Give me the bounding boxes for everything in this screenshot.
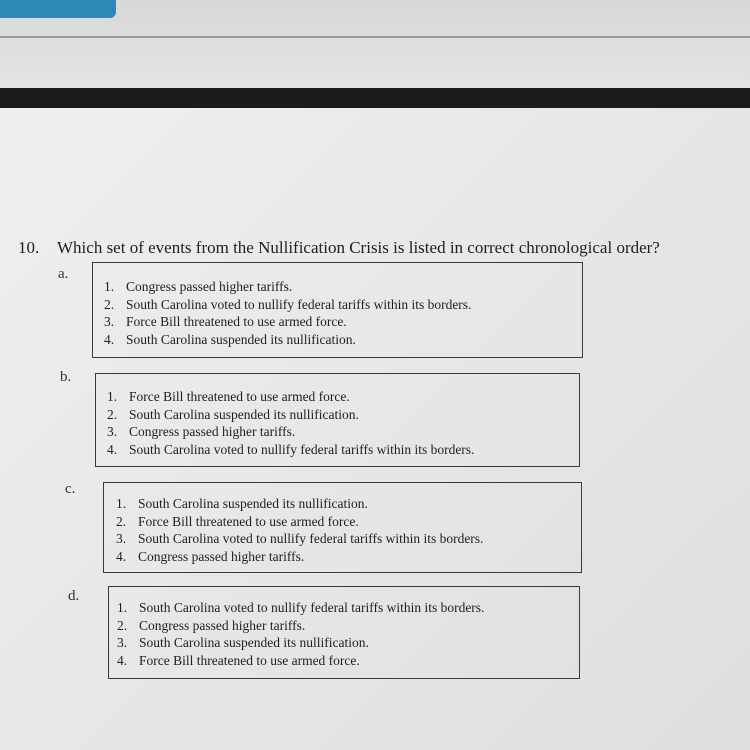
top-divider (0, 36, 750, 38)
option-d-box[interactable] (108, 586, 580, 679)
list-item (104, 296, 582, 314)
item-number: 4. (107, 441, 118, 457)
list-item (116, 513, 581, 531)
item-text: South Carolina voted to nullify federal tariffs within its borders. (126, 296, 472, 312)
item-text: Congress passed higher tariffs. (129, 424, 296, 439)
item-text: South Carolina suspended its nullification. (139, 635, 369, 650)
item-number: 2. (117, 617, 128, 633)
list-item (116, 548, 581, 566)
list-item (107, 423, 579, 441)
option-a-list (104, 278, 582, 348)
item-text: South Carolina voted to nullify federal tariffs within its borders. (138, 531, 484, 546)
list-item (104, 278, 582, 296)
item-number: 3. (104, 314, 115, 329)
list-item (116, 530, 581, 548)
list-item (104, 313, 582, 331)
item-number: 1. (116, 496, 127, 511)
item-number: 2. (107, 406, 118, 422)
option-d-list (117, 599, 579, 669)
item-text: Force Bill threatened to use armed force. (129, 389, 350, 404)
item-number: 2. (104, 296, 115, 312)
browser-top-region (0, 0, 750, 88)
item-number: 4. (117, 652, 128, 668)
option-c-list (116, 495, 581, 565)
question-text: Which set of events from the Nullification Crisis is listed in correct chronological order? (57, 238, 660, 257)
list-item (107, 441, 579, 459)
list-item (107, 406, 579, 424)
item-text: South Carolina voted to nullify federal tariffs within its borders. (129, 441, 475, 457)
option-b-list (107, 388, 579, 458)
question-number: 10. (18, 238, 40, 257)
item-text: Congress passed higher tariffs. (138, 548, 305, 564)
list-item (107, 388, 579, 406)
item-text: Force Bill threatened to use armed force. (126, 314, 347, 329)
item-text: Force Bill threatened to use armed force. (138, 513, 359, 529)
item-number: 3. (116, 531, 127, 546)
option-c-box[interactable] (103, 482, 582, 573)
item-number: 2. (116, 513, 127, 529)
list-item (117, 617, 579, 635)
option-b-box[interactable] (95, 373, 580, 467)
list-item (116, 495, 581, 513)
item-text: Congress passed higher tariffs. (126, 279, 293, 294)
list-item (117, 634, 579, 652)
option-b-letter: b. (60, 369, 72, 385)
item-number: 1. (104, 279, 115, 294)
item-text: South Carolina suspended its nullification. (129, 406, 359, 422)
item-number: 4. (104, 331, 115, 347)
item-number: 3. (107, 424, 118, 439)
list-item (104, 331, 582, 349)
option-c-letter: c. (65, 481, 76, 497)
item-text: South Carolina suspended its nullification. (126, 331, 356, 347)
blue-tab[interactable] (0, 0, 116, 18)
list-item (117, 652, 579, 670)
item-text: Congress passed higher tariffs. (139, 617, 306, 633)
item-number: 1. (107, 389, 118, 404)
item-text: South Carolina suspended its nullification. (138, 496, 368, 511)
item-text: South Carolina voted to nullify federal tariffs within its borders. (139, 600, 485, 615)
item-number: 3. (117, 635, 128, 650)
list-item (117, 599, 579, 617)
option-a-box[interactable] (92, 262, 583, 358)
item-number: 1. (117, 600, 128, 615)
item-text: Force Bill threatened to use armed force. (139, 652, 360, 668)
item-number: 4. (116, 548, 127, 564)
option-a-letter: a. (58, 266, 69, 282)
option-d-letter: d. (68, 588, 80, 604)
dark-toolbar-bar (0, 88, 750, 108)
